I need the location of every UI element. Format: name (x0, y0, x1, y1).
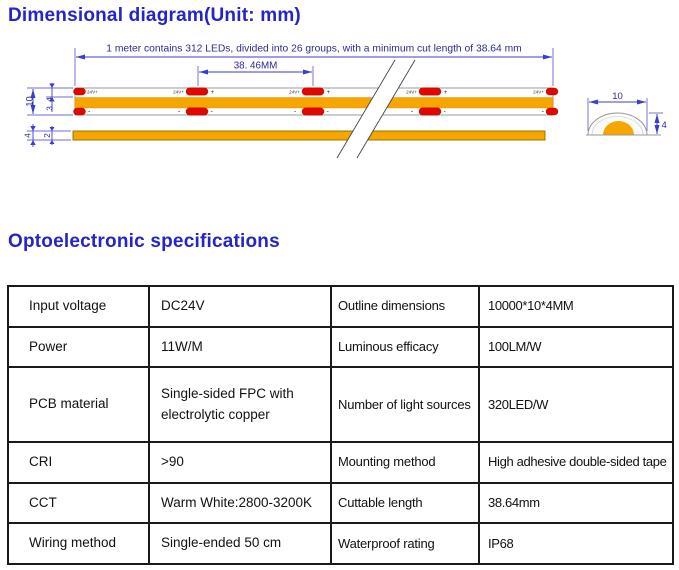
pad-voltage-label: 24V+ (173, 89, 184, 95)
cob-phosphor-band (75, 98, 553, 109)
spec-label: Waterproof rating (331, 523, 479, 564)
strip-side-view (73, 131, 545, 140)
spec-value: 38.64mm (479, 483, 673, 524)
table-row (8, 367, 673, 442)
table-row (8, 286, 673, 327)
pad-voltage-label: 24V+ (289, 89, 300, 95)
side-view-dimensions (23, 124, 72, 147)
pad-minus-label: - (326, 108, 329, 116)
pad-minus-label: - (294, 108, 297, 116)
spec-value: IP68 (479, 523, 673, 564)
spec-label: Input voltage (8, 286, 149, 327)
table-row (8, 327, 673, 368)
spec-label: Power (8, 327, 149, 368)
pad-plus-label: + (326, 89, 331, 96)
spec-value: 10000*10*4MM (479, 286, 673, 327)
spec-value: Warm White:2800-3200K (149, 483, 331, 524)
spec-label: Number of light sources (331, 367, 479, 442)
group-pitch-label: 38. 46MM (233, 60, 278, 72)
solder-pad (186, 88, 208, 95)
pad-minus-label: - (88, 108, 91, 116)
strip-top-view (74, 88, 559, 116)
spec-value: DC24V (149, 286, 331, 327)
solder-pad (546, 108, 558, 115)
solder-pad (546, 88, 558, 95)
pad-minus-label: - (443, 108, 446, 116)
table-row (8, 483, 673, 524)
optoelectronic-specs-title: Optoelectronic specifications (8, 231, 280, 252)
side-pcb-height-label: 2 (43, 133, 52, 138)
solder-pad (302, 88, 324, 95)
spec-label: Wiring method (8, 523, 149, 564)
overall-length-note: 1 meter contains 312 LEDs, divided into 26 groups, with a minimum cut length of 38.64 mm (106, 43, 522, 55)
solder-pad (74, 108, 86, 115)
spec-label: Luminous efficacy (331, 327, 479, 368)
spec-value: 100LM/W (479, 327, 673, 368)
side-total-height-label: 4 (22, 133, 33, 138)
spec-label: CCT (8, 483, 149, 524)
pad-minus-label: - (178, 108, 181, 116)
spec-value: Single-ended 50 cm (149, 523, 331, 564)
spec-value: 11W/M (149, 327, 331, 368)
dimensional-diagram (0, 0, 679, 230)
pad-minus-label: - (210, 108, 213, 116)
pad-plus-label: + (210, 89, 215, 96)
pad-minus-label: - (541, 108, 544, 116)
solder-pad (302, 108, 324, 115)
pad-plus-label: + (443, 89, 448, 96)
solder-pad (419, 88, 441, 95)
overall-length-dimension (75, 44, 553, 87)
spec-value: 320LED/W (479, 367, 673, 442)
spec-label: Mounting method (331, 442, 479, 483)
cross-section-width-label: 10 (612, 91, 623, 102)
spec-value: Single-sided FPC with electrolytic copper (149, 367, 331, 442)
spec-value: High adhesive double-sided tape (479, 442, 673, 483)
solder-pad (419, 108, 441, 115)
solder-pad (186, 108, 208, 115)
dimensional-diagram-title: Dimensional diagram(Unit: mm) (8, 5, 301, 26)
pad-voltage-label: 24V+ (406, 89, 417, 95)
spec-value: >90 (149, 442, 331, 483)
strip-width-label: 10 (24, 96, 36, 107)
spec-label: CRI (8, 442, 149, 483)
cross-section-height-label: 4 (661, 120, 667, 131)
table-row (8, 442, 673, 483)
pad-minus-label: - (411, 108, 414, 116)
top-view-dimensions (25, 83, 74, 115)
pad-voltage-label: 24V+ (533, 89, 544, 95)
table-row (8, 523, 673, 564)
spec-table (7, 285, 674, 565)
spec-label: Outline dimensions (331, 286, 479, 327)
cross-section (586, 91, 667, 135)
solder-pad (74, 88, 86, 95)
spec-label: Cuttable length (331, 483, 479, 524)
pad-voltage-label: 24V+ (87, 89, 98, 95)
group-pitch-dimension (198, 61, 313, 87)
spec-label: PCB material (8, 367, 149, 442)
cob-width-label: 3. 4 (45, 97, 55, 111)
